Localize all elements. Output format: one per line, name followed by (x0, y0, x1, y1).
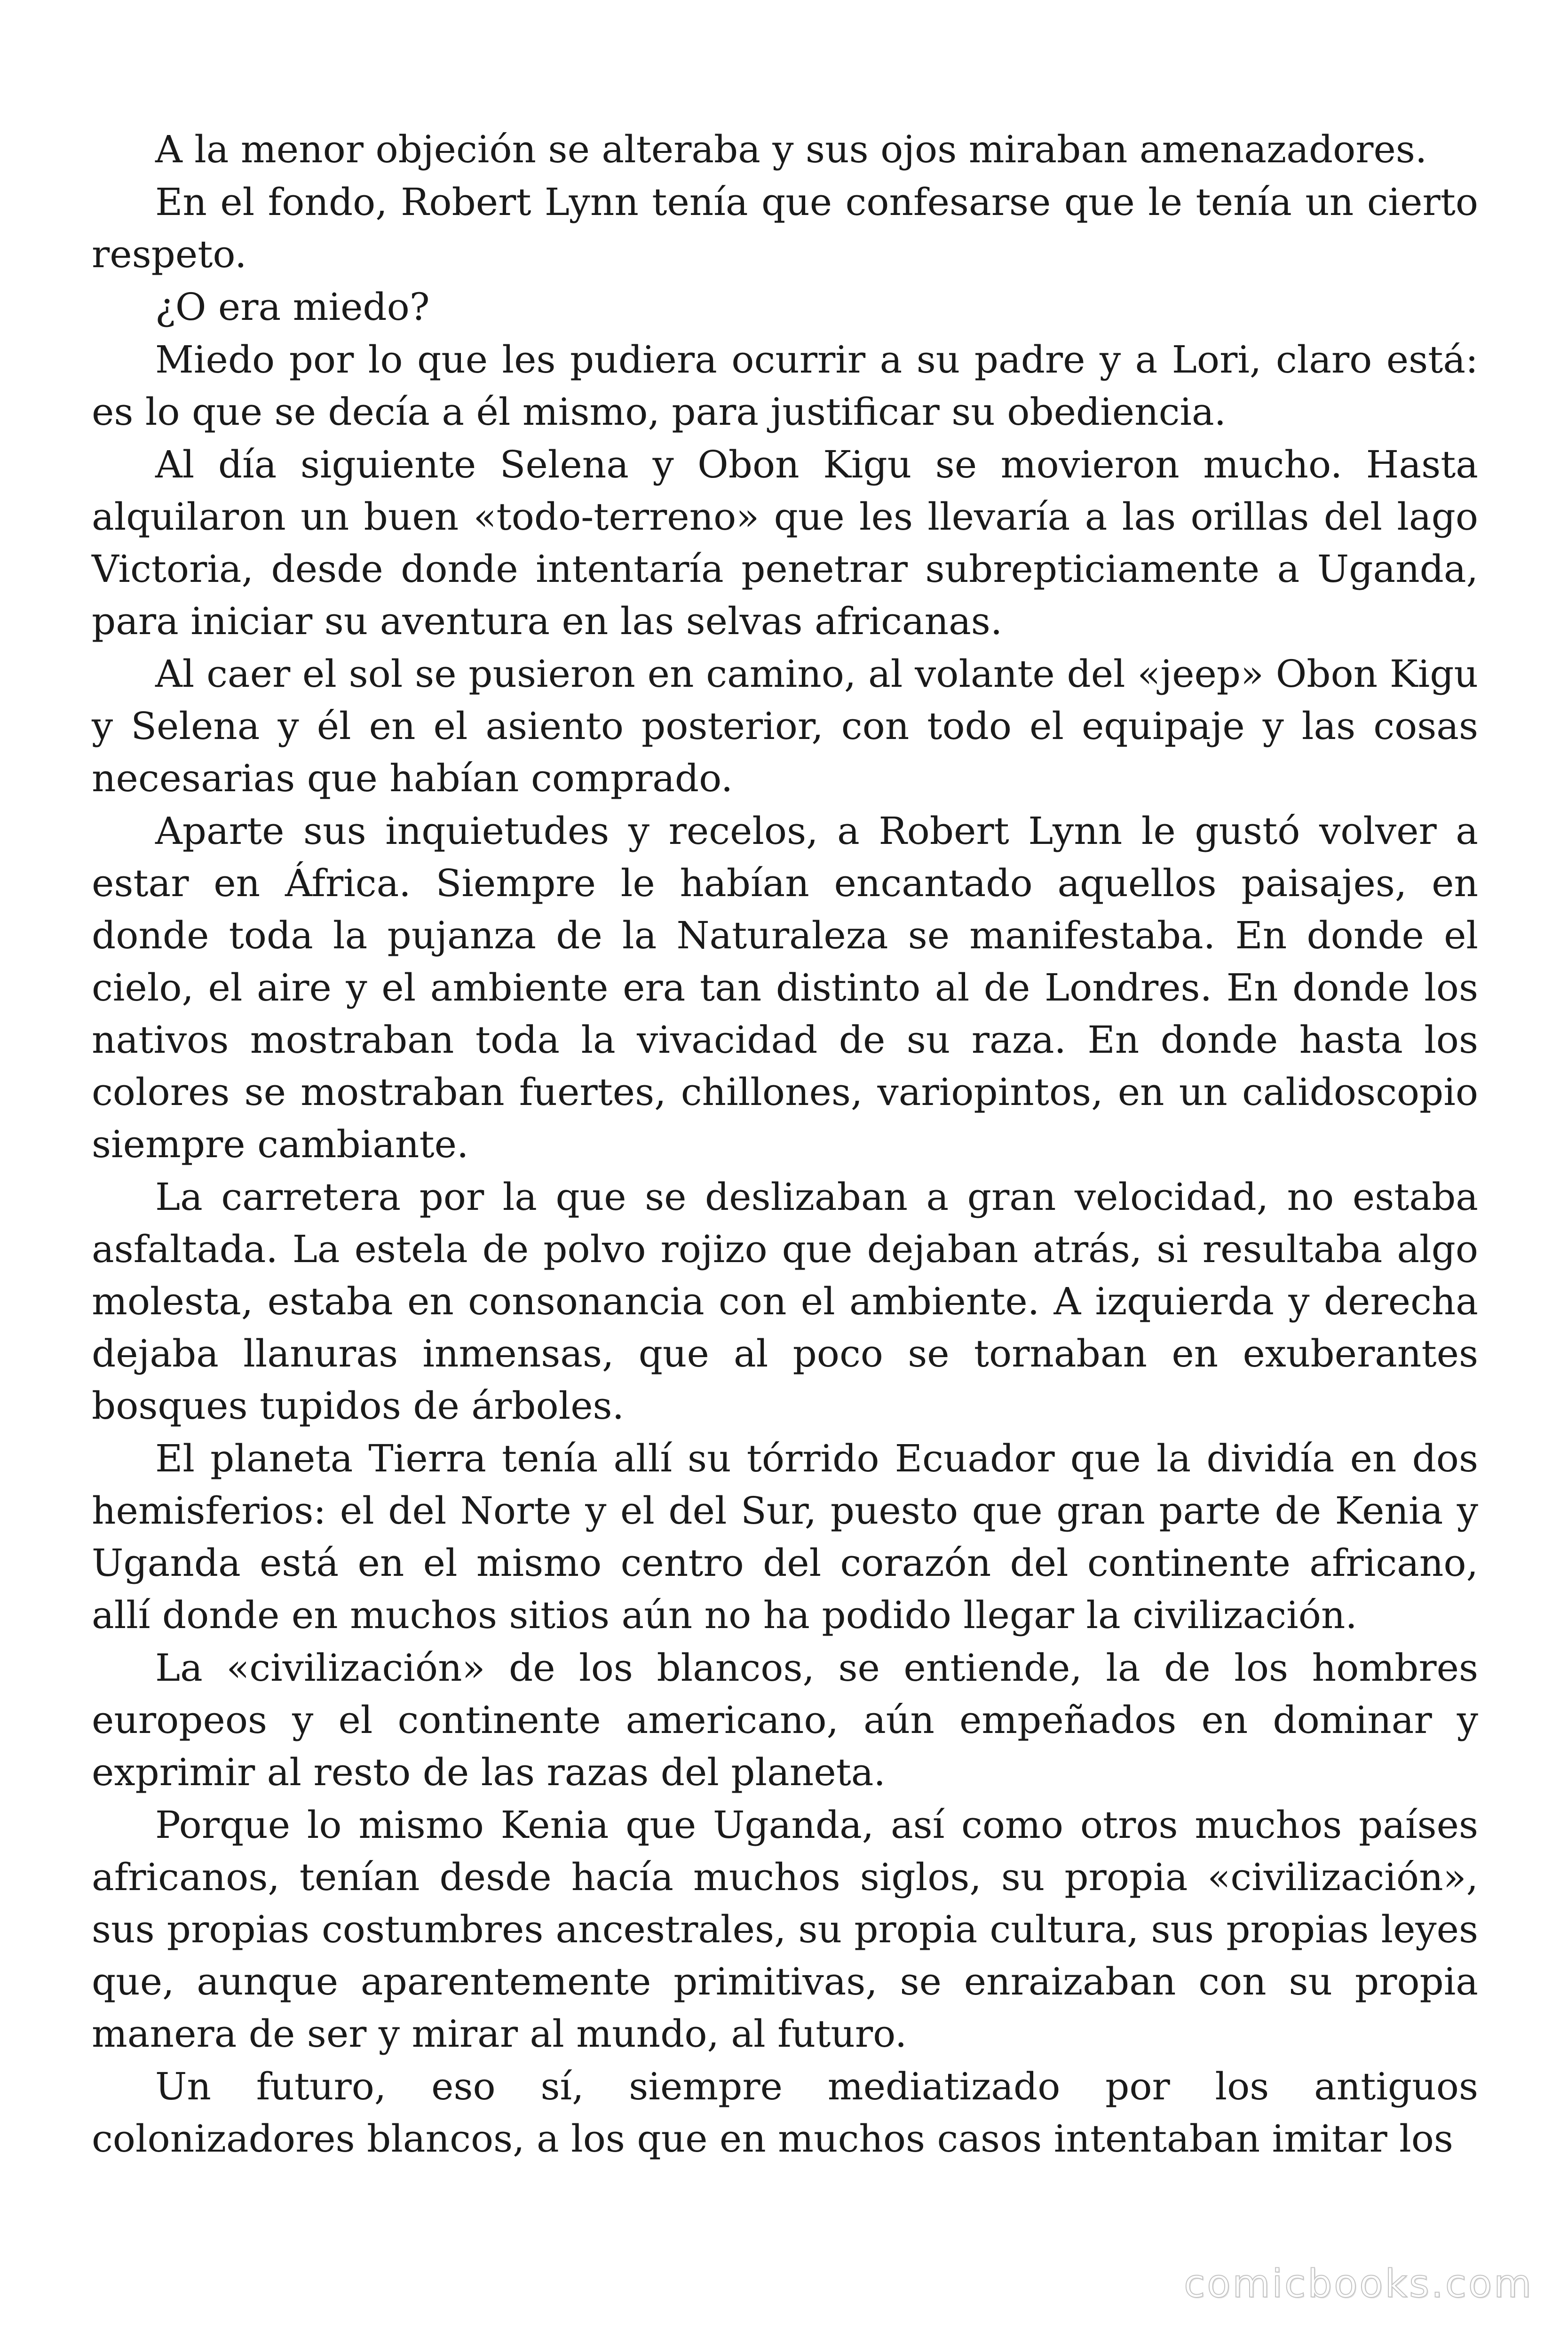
paragraph-8: La carretera por la que se deslizaban a gran velocidad, no estaba asfaltada. La estela de polvo rojizo que dejaban atrás, si resultaba algo molesta, estaba en consonancia con el ambiente. A izquierda y derecha dejaba llanuras inmensas, que al poco se tornaban en exuberantes bosques tupidos de árboles. (92, 1175, 1478, 1428)
body-text (92, 123, 1478, 2165)
paragraph-6: Al caer el sol se pusieron en camino, al volante del «jeep» Obon Kigu y Selena y él en el asiento posterior, con todo el equipaje y las cosas necesarias que habían comprado. (92, 652, 1478, 800)
paragraph-1: A la menor objeción se alteraba y sus ojos miraban amenazadores. (155, 127, 1427, 171)
site-watermark: comicbooks.com (1184, 2262, 1533, 2306)
paragraph-4: Miedo por lo que les pudiera ocurrir a su padre y a Lori, claro está: es lo que se decía a él mismo, para justificar su obediencia. (92, 338, 1478, 434)
paragraph-9: El planeta Tierra tenía allí su tórrido Ecuador que la dividía en dos hemisferios: el del Norte y el del Sur, puesto que gran parte de Kenia y Uganda está en el mismo centro del corazón del continente africano, allí donde en muchos sitios aún no ha podido llegar la civilización. (92, 1437, 1478, 1637)
paragraph-10: La «civilización» de los blancos, se entiende, la de los hombres europeos y el continente americano, aún empeñados en dominar y exprimir al resto de las razas del planeta. (92, 1646, 1478, 1794)
paragraph-5: Al día siguiente Selena y Obon Kigu se movieron mucho. Hasta alquilaron un buen «todo-terreno» que les llevaría a las orillas del lago Victoria, desde donde intentaría penetrar subrepticiamente a Uganda, para iniciar su aventura en las selvas africanas. (92, 443, 1478, 643)
paragraph-7: Aparte sus inquietudes y recelos, a Robert Lynn le gustó volver a estar en África. Siempre le habían encantado aquellos paisajes, en donde toda la pujanza de la Naturaleza se manifestaba. En donde el cielo, el aire y el ambiente era tan distinto al de Londres. En donde los nativos mostraban toda la vivacidad de su raza. En donde hasta los colores se mostraban fuertes, chillones, variopintos, en un calidoscopio siempre cambiante. (92, 809, 1478, 1166)
paragraph-11: Porque lo mismo Kenia que Uganda, así como otros muchos países africanos, tenían desde hacía muchos siglos, su propia «civilización», sus propias costumbres ancestrales, su propia cultura, sus propias leyes que, aunque aparentemente primitivas, se enraizaban con su propia manera de ser y mirar al mundo, al futuro. (92, 1803, 1478, 2056)
paragraph-2: En el fondo, Robert Lynn tenía que confesarse que le tenía un cierto respeto. (92, 180, 1478, 276)
paragraph-3: ¿O era miedo? (155, 285, 430, 329)
paragraph-12: Un futuro, eso sí, siempre mediatizado por los antiguos colonizadores blancos, a los que en muchos casos intentaban imitar los (92, 2065, 1478, 2161)
